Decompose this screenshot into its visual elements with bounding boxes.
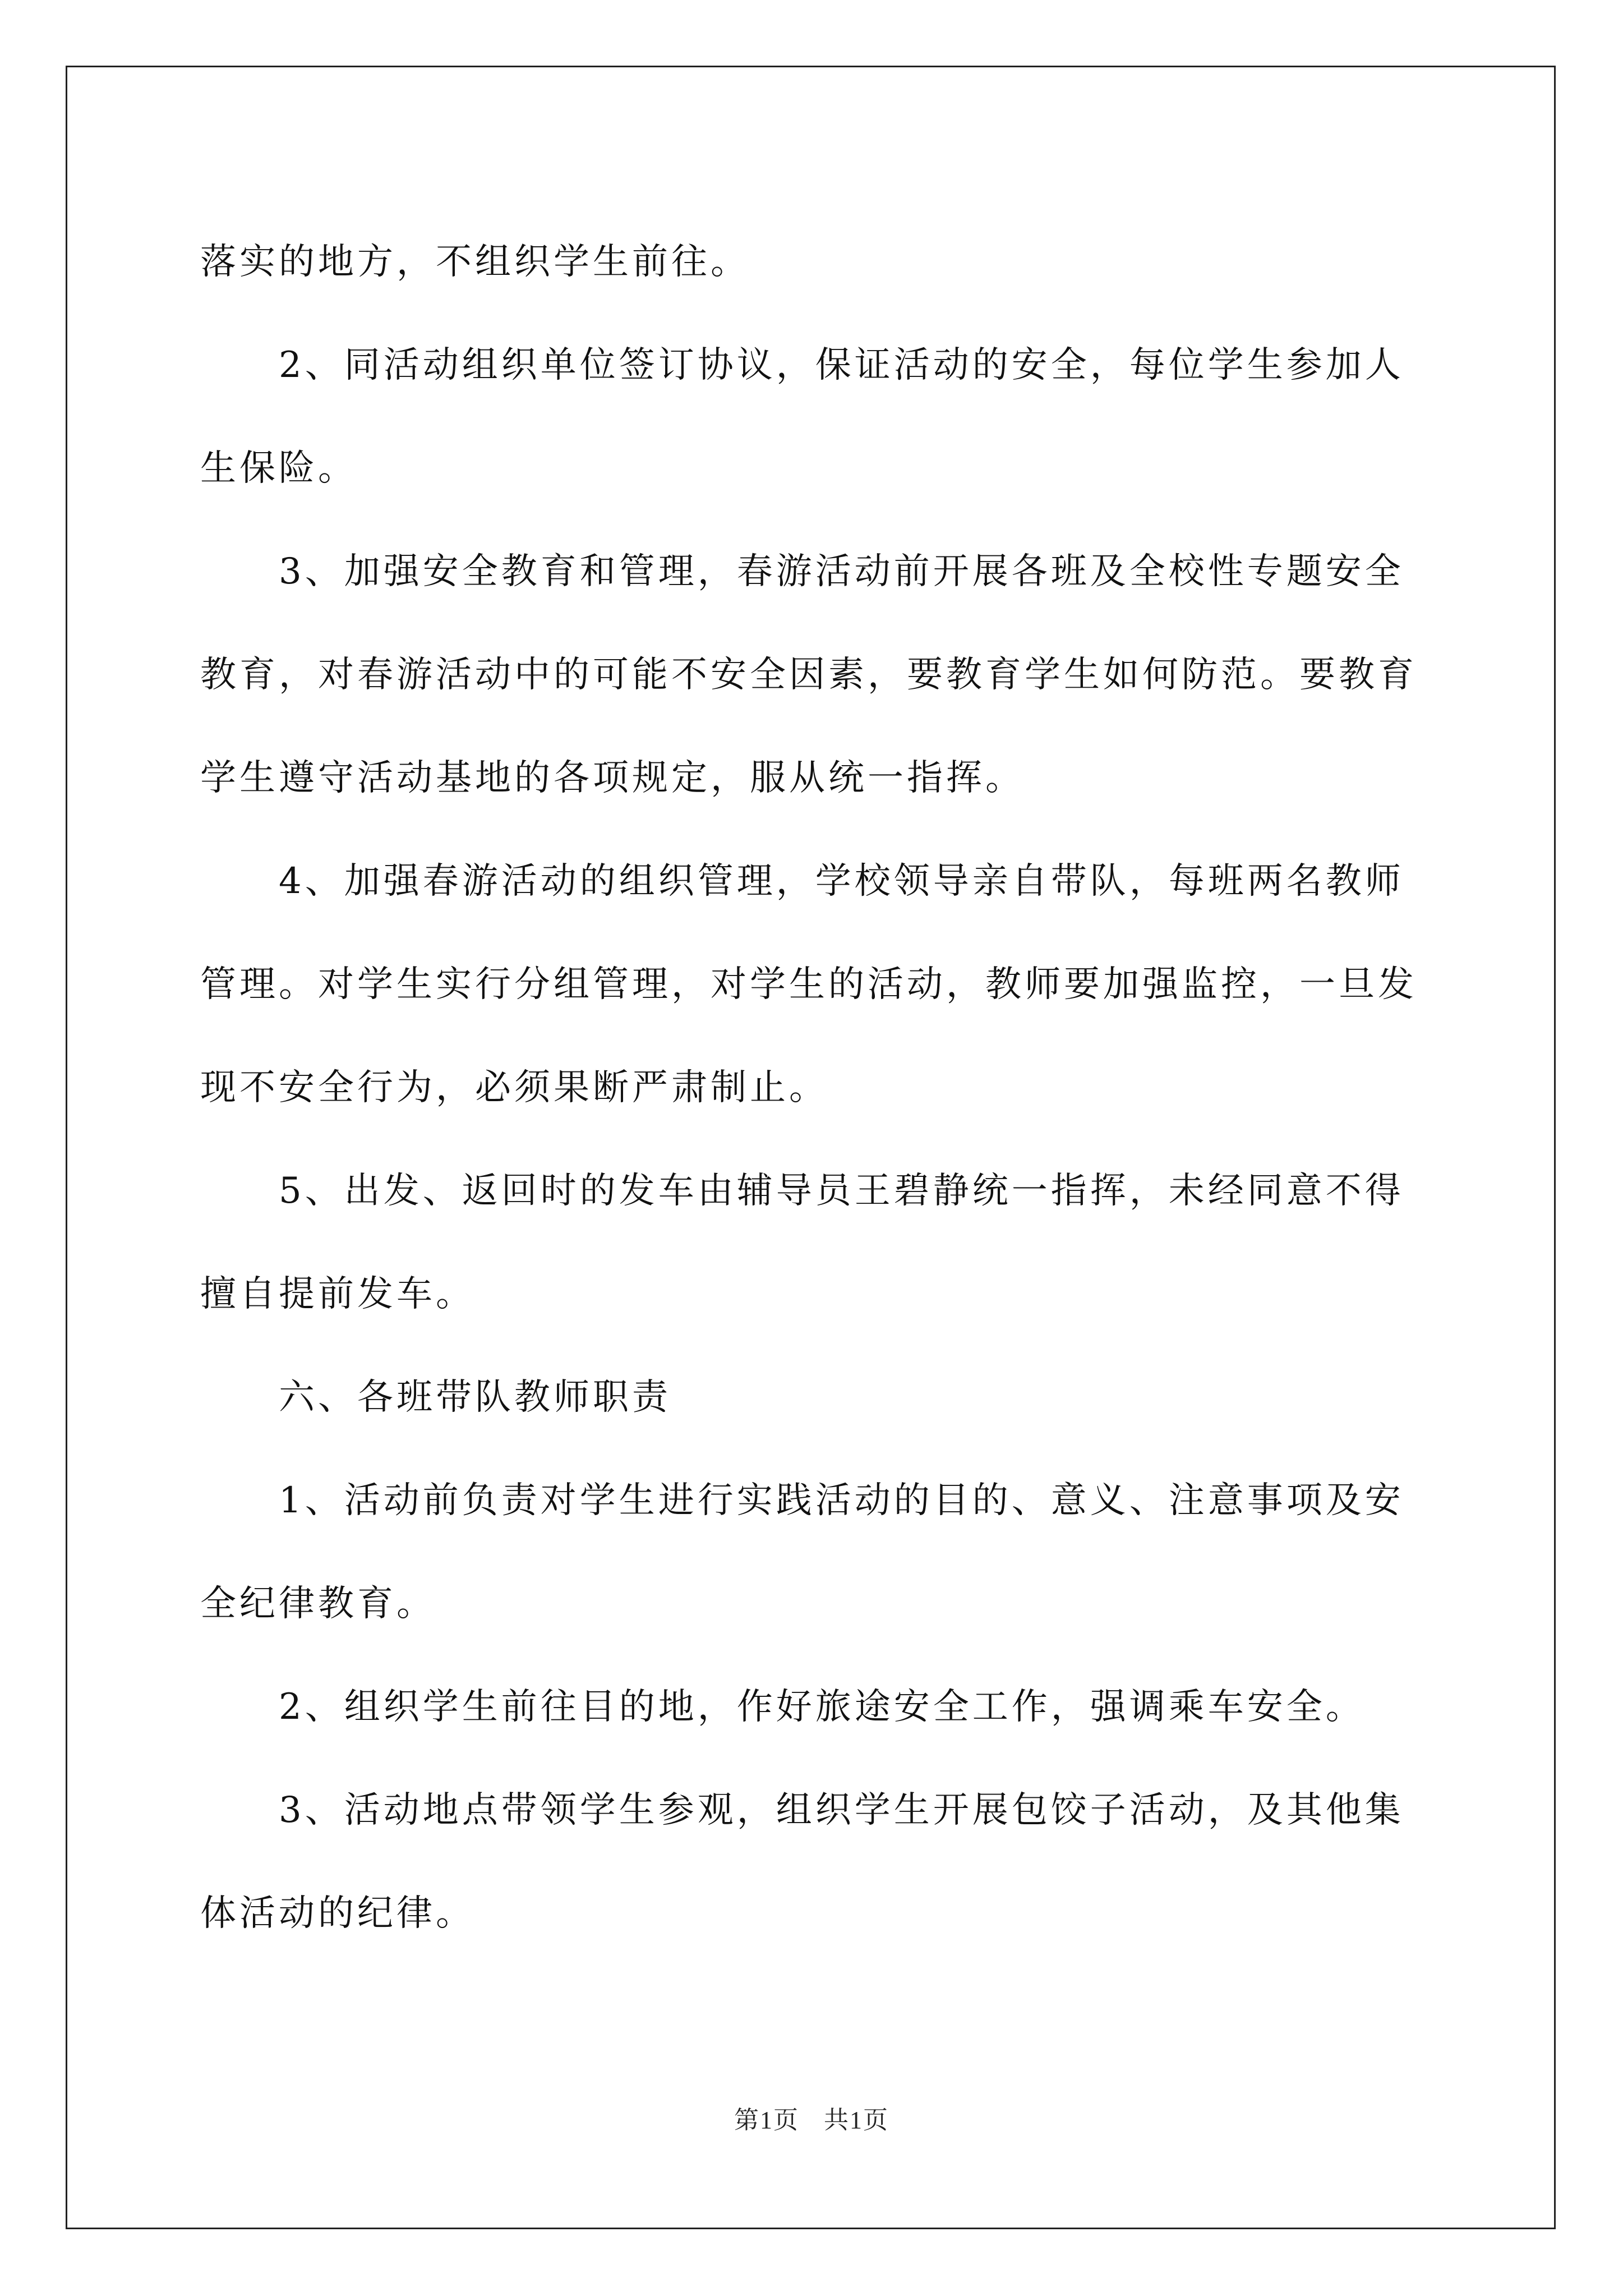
section-heading: 六、各班带队教师职责 [279, 1377, 671, 1418]
paragraph: 1、活动前负责对学生进行实践活动的目的、意义、注意事项及安全纪律教育。 [200, 1480, 1404, 1625]
paragraph: 落实的地方，不组织学生前往。 [200, 241, 750, 283]
paragraph: 4、加强春游活动的组织管理，学校领导亲自带队，每班两名教师管理。对学生实行分组管理，对学生的活动，教师要加强监控，一旦发现不安全行为，必须果断严肃制止。 [200, 861, 1417, 1108]
paragraph: 2、同活动组织单位签订协议，保证活动的安全，每位学生参加人生保险。 [200, 344, 1404, 489]
page-footer [0, 2104, 1623, 2137]
page-number: 第1页 [734, 2106, 799, 2134]
paragraph: 3、活动地点带领学生参观，组织学生开展包饺子活动，及其他集体活动的纪律。 [200, 1789, 1404, 1934]
document-body [200, 210, 1426, 1965]
paragraph: 5、出发、返回时的发车由辅导员王碧静统一指挥，未经同意不得擅自提前发车。 [200, 1170, 1404, 1315]
paragraph: 3、加强安全教育和管理，春游活动前开展各班及全校性专题安全教育，对春游活动中的可能不安全因素，要教育学生如何防范。要教育学生遵守活动基地的各项规定，服从统一指挥。 [200, 551, 1417, 799]
paragraph: 2、组织学生前往目的地，作好旅途安全工作，强调乘车安全。 [279, 1686, 1365, 1728]
page-total: 共1页 [824, 2106, 889, 2134]
